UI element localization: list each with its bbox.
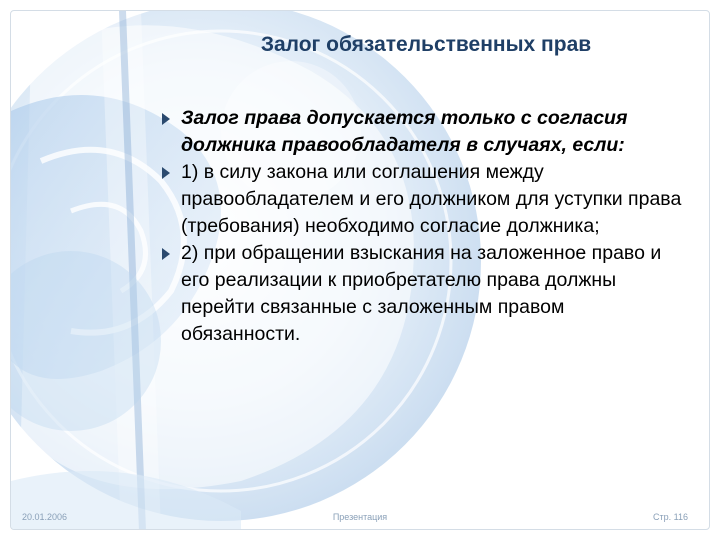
footer-presentation-label: Презентация (332, 512, 388, 522)
triangle-right-icon (162, 248, 170, 260)
slide-frame (10, 10, 710, 530)
footer-page-number: Стр. 116 (653, 512, 688, 522)
bullet-item-3 (159, 240, 689, 348)
slide-title: Залог обязательственных прав (260, 33, 592, 56)
triangle-right-icon (162, 167, 170, 179)
footer-date: 20.01.2006 (22, 512, 68, 522)
bullet-text: Залог права допускается только с согласия должника правообладателя в случаях, если: (181, 107, 628, 156)
bullet-item-1 (159, 105, 689, 159)
triangle-right-icon (162, 113, 170, 125)
bullet-text: 1) в силу закона или соглашения между правообладателем и его должником для уступки права (требования) необходимо согласие должника; (181, 161, 682, 237)
bullet-list (159, 105, 689, 348)
bullet-item-2 (159, 159, 689, 240)
bullet-text: 2) при обращении взыскания на заложенное право и его реализации к приобретателю права должны перейти связанные с заложенным правом обязанности. (181, 242, 662, 345)
